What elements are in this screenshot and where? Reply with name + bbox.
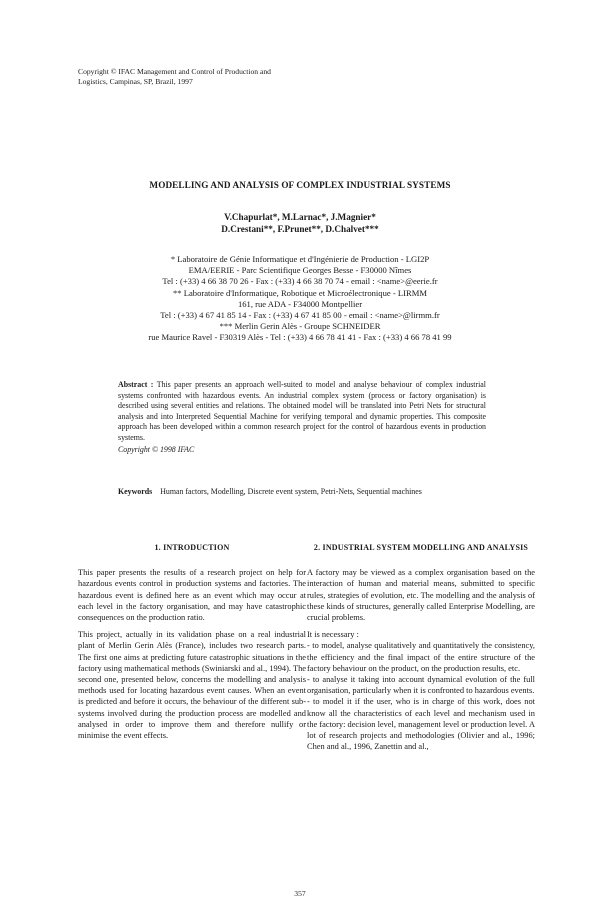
copyright-line-2: Logistics, Campinas, SP, Brazil, 1997 (78, 77, 193, 86)
affiliation-line: EMA/EERIE - Parc Scientifique Georges Besse - F30000 Nîmes (188, 265, 412, 276)
author-list (0, 211, 600, 235)
section-heading-introduction: 1. INTRODUCTION (154, 543, 230, 552)
paper-title: MODELLING AND ANALYSIS OF COMPLEX INDUSTRIAL SYSTEMS (149, 180, 451, 190)
affiliations (0, 254, 600, 344)
abstract-block (118, 380, 486, 455)
paragraph: A factory may be viewed as a complex organisation based on the interaction of human and material means, submitted to specific rules, strategies of evolution, etc. The modelling and the analysis of these kinds of structures, generally called Enterprise Modelling, are crucial problems. (307, 568, 535, 623)
affiliation-line: ** Laboratoire d'Informatique, Robotique et Microélectronique - LIRMM (172, 287, 428, 298)
affiliation-line: rue Maurice Ravel - F30319 Alès - Tel : (+33) 4 66 78 41 41 - Fax : (+33) 4 66 78 41 99 (148, 332, 452, 343)
affiliation-line: *** Merlin Gerin Alès - Groupe SCHNEIDER (219, 321, 381, 332)
abstract-copyright: Copyright © 1998 IFAC (118, 444, 195, 454)
left-column (78, 542, 306, 747)
page-number: 357 (294, 889, 306, 898)
paragraph: It is necessary : (307, 630, 359, 640)
keywords-text: Human factors, Modelling, Discrete event system, Petri-Nets, Sequential machines (160, 487, 422, 496)
copyright-line-1: Copyright © IFAC Management and Control of Production and (78, 67, 271, 76)
bullet-item: - to model it if the user, who is in charge of this work, does not know all the characteristics of each level and mechanism used in the factory: decision level, management level or production level. A lot of research projects and methodologies (Olivier and al., 1996; Chen and al., 1996, Zanettin and al., (307, 697, 535, 752)
authors-line-1: V.Chapurlat*, M.Larnac*, J.Magnier* (224, 212, 376, 222)
keywords-label: Keywords (118, 487, 153, 496)
paragraph: This project, actually in its validation phase on a real industrial plant of Merlin Gerin Alès (France), includes two research parts. The first one aims at predicting future catastrophic situations in the factory using mathematical methods (Swiniarski and al., 1994). The second one, presented below, concerns the modelling and analysis methods used for locating hazardous event causes. When an event is predicted and before it occurs, the behaviour of the different sub-systems involved during the production process are modelled and analysed in order to improve them and therefore nullify or minimise the event effects. (78, 630, 306, 741)
affiliation-line: * Laboratoire de Génie Informatique et d'Ingénierie de Production - LGI2P (170, 254, 430, 264)
abstract-text: This paper presents an approach well-suited to model and analyse behaviour of complex industrial systems confronted with hazardous events. An industrial complex system (process or factory organisation) is described using several entities and relations. The obtained model will be translated into Petri Nets for structural analysis and into Interpreted Sequential Machine for verifying temporal and dynamic properties. This composite approach has been developed within a common research project for the control of hazardous events in production systems. (118, 380, 486, 442)
section-heading-modelling: 2. INDUSTRIAL SYSTEM MODELLING AND ANALYSIS (313, 543, 529, 552)
paragraph: This paper presents the results of a research project on help for hazardous events control in production systems and factories. The hazardous event is defined here as an event which may occur at each level in the factory organisation, and may have catastrophic consequences on the production ratio. (78, 568, 306, 623)
affiliation-line: 161, rue ADA - F34000 Montpellier (237, 298, 363, 309)
keywords-block (118, 487, 518, 496)
affiliation-line: Tel : (+33) 4 66 38 70 26 - Fax : (+33) 4 66 38 70 74 - email : <name>@eerie.fr (162, 276, 438, 287)
authors-line-2: D.Crestani**, F.Prunet**, D.Chalvet*** (221, 224, 379, 234)
bullet-item: - to analyse it taking into account dynamical evolution of the full organisation, particularly when it is confronted to hazardous events. (307, 675, 535, 696)
abstract-label: Abstract : (118, 380, 154, 389)
right-column (307, 542, 535, 752)
bullet-item: - to model, analyse qualitatively and quantitatively the consistency, the efficiency and the final impact of the entire structure of the factory behaviour on the product, on the production results, etc. (307, 641, 535, 673)
copyright-notice (78, 67, 338, 87)
affiliation-line: Tel : (+33) 4 67 41 85 14 - Fax : (+33) 4 67 41 85 00 - email : <name>@lirmm.fr (160, 310, 440, 321)
